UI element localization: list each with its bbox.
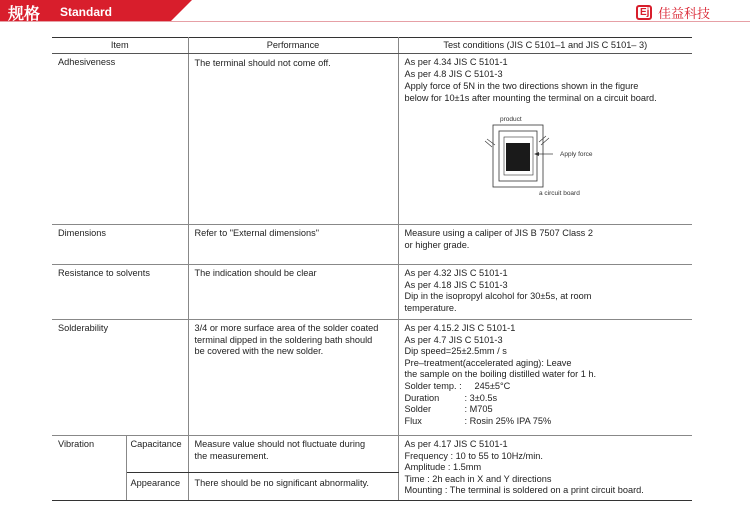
page-title-cn: 规格 [8, 4, 41, 23]
condition-line: Time : 2h each in X and Y directions [404, 473, 552, 484]
brand-icon: Ej [636, 5, 652, 20]
brand-name: 佳益科技 [657, 7, 710, 22]
condition-line: Dip in the isopropyl alcohol for 30±5s, at room [404, 291, 592, 302]
row-item: Adhesiveness [52, 54, 188, 225]
param-row [405, 416, 688, 428]
param-label: Flux [404, 415, 422, 426]
condition-line: Mounting : The terminal is soldered on a print circuit board. [404, 485, 644, 496]
param-row [405, 381, 688, 393]
row-performance: Refer to "External dimensions" [188, 225, 398, 265]
diagram-label-force: Apply force [559, 151, 593, 159]
row-performance [188, 320, 398, 436]
condition-line: or higher grade. [404, 239, 470, 250]
row-item: Resistance to solvents [52, 265, 188, 320]
header-test-conditions: Test conditions (JIS C 5101–1 and JIS C 5101– 3) [398, 38, 692, 54]
row-conditions [398, 320, 692, 436]
row-performance [188, 436, 398, 473]
table-row [52, 225, 692, 265]
sub-item-capacitance: Capacitance [126, 436, 188, 473]
condition-line: As per 4.8 JIS C 5101-3 [404, 68, 503, 79]
performance-line: the measurement. [194, 450, 269, 461]
adhesion-test-diagram [483, 114, 643, 200]
row-item: Vibration [52, 436, 126, 501]
brand-logo [636, 3, 710, 22]
condition-line: As per 4.7 JIS C 5101-3 [404, 334, 503, 345]
condition-line: the sample on the boiling distilled water for 1 h. [404, 369, 597, 380]
table-row [52, 54, 692, 225]
row-conditions [398, 265, 692, 320]
product-body [506, 143, 530, 171]
performance-line: 3/4 or more surface area of the solder coated [194, 323, 379, 333]
performance-line: There should be no significant abnormality. [194, 477, 369, 488]
row-item: Solderability [52, 320, 188, 436]
row-conditions [398, 54, 692, 225]
condition-line: As per 4.15.2 JIS C 5101-1 [404, 323, 516, 333]
param-label: Solder temp. : [404, 380, 462, 391]
condition-line: below for 10±1s after mounting the terminal on a circuit board. [404, 92, 657, 103]
sub-item-appearance: Appearance [126, 472, 188, 500]
performance-line: terminal dipped in the soldering bath should [194, 334, 373, 345]
condition-line: Amplitude : 1.5mm [404, 462, 482, 473]
condition-line: As per 4.17 JIS C 5101-1 [404, 439, 508, 449]
condition-line: Measure using a caliper of JIS B 7507 Class 2 [404, 228, 593, 238]
condition-line: As per 4.34 JIS C 5101-1 [404, 57, 508, 67]
page-title-en: Standard [60, 5, 113, 19]
diagram-label-product: product [499, 116, 522, 124]
header-performance: Performance [188, 38, 398, 54]
param-value: : Rosin 25% IPA 75% [464, 415, 552, 426]
table-header-row [52, 38, 692, 54]
param-label: Duration [404, 392, 440, 403]
param-value: : M705 [464, 404, 493, 415]
table-row [52, 265, 692, 320]
condition-line: Apply force of 5N in the two directions shown in the figure [404, 81, 639, 92]
row-performance: The indication should be clear [188, 265, 398, 320]
row-conditions [398, 225, 692, 265]
condition-line: As per 4.32 JIS C 5101-1 [404, 268, 508, 278]
param-label: Solder [404, 404, 432, 415]
condition-line: Pre–treatment(accelerated aging): Leave [404, 357, 572, 368]
param-row [405, 404, 688, 416]
condition-line: Dip speed=25±2.5mm / s [404, 346, 507, 357]
performance-line: Measure value should not fluctuate during [194, 439, 366, 449]
performance-line: be covered with the new solder. [194, 346, 324, 357]
table-row [52, 436, 692, 473]
condition-line: Frequency : 10 to 55 to 10Hz/min. [404, 450, 543, 461]
spec-table [52, 37, 692, 501]
condition-line: temperature. [404, 302, 457, 313]
param-value: 245±5°C [474, 380, 511, 391]
header-item: Item [52, 38, 188, 54]
param-value: : 3±0.5s [464, 392, 498, 403]
diagram-label-board: a circuit board [538, 190, 580, 198]
condition-line: As per 4.18 JIS C 5101-3 [404, 279, 508, 290]
param-row [405, 393, 688, 405]
row-conditions [398, 436, 692, 501]
row-item: Dimensions [52, 225, 188, 265]
row-performance: The terminal should not come off. [188, 54, 398, 225]
row-performance [188, 472, 398, 500]
table-row [52, 320, 692, 436]
